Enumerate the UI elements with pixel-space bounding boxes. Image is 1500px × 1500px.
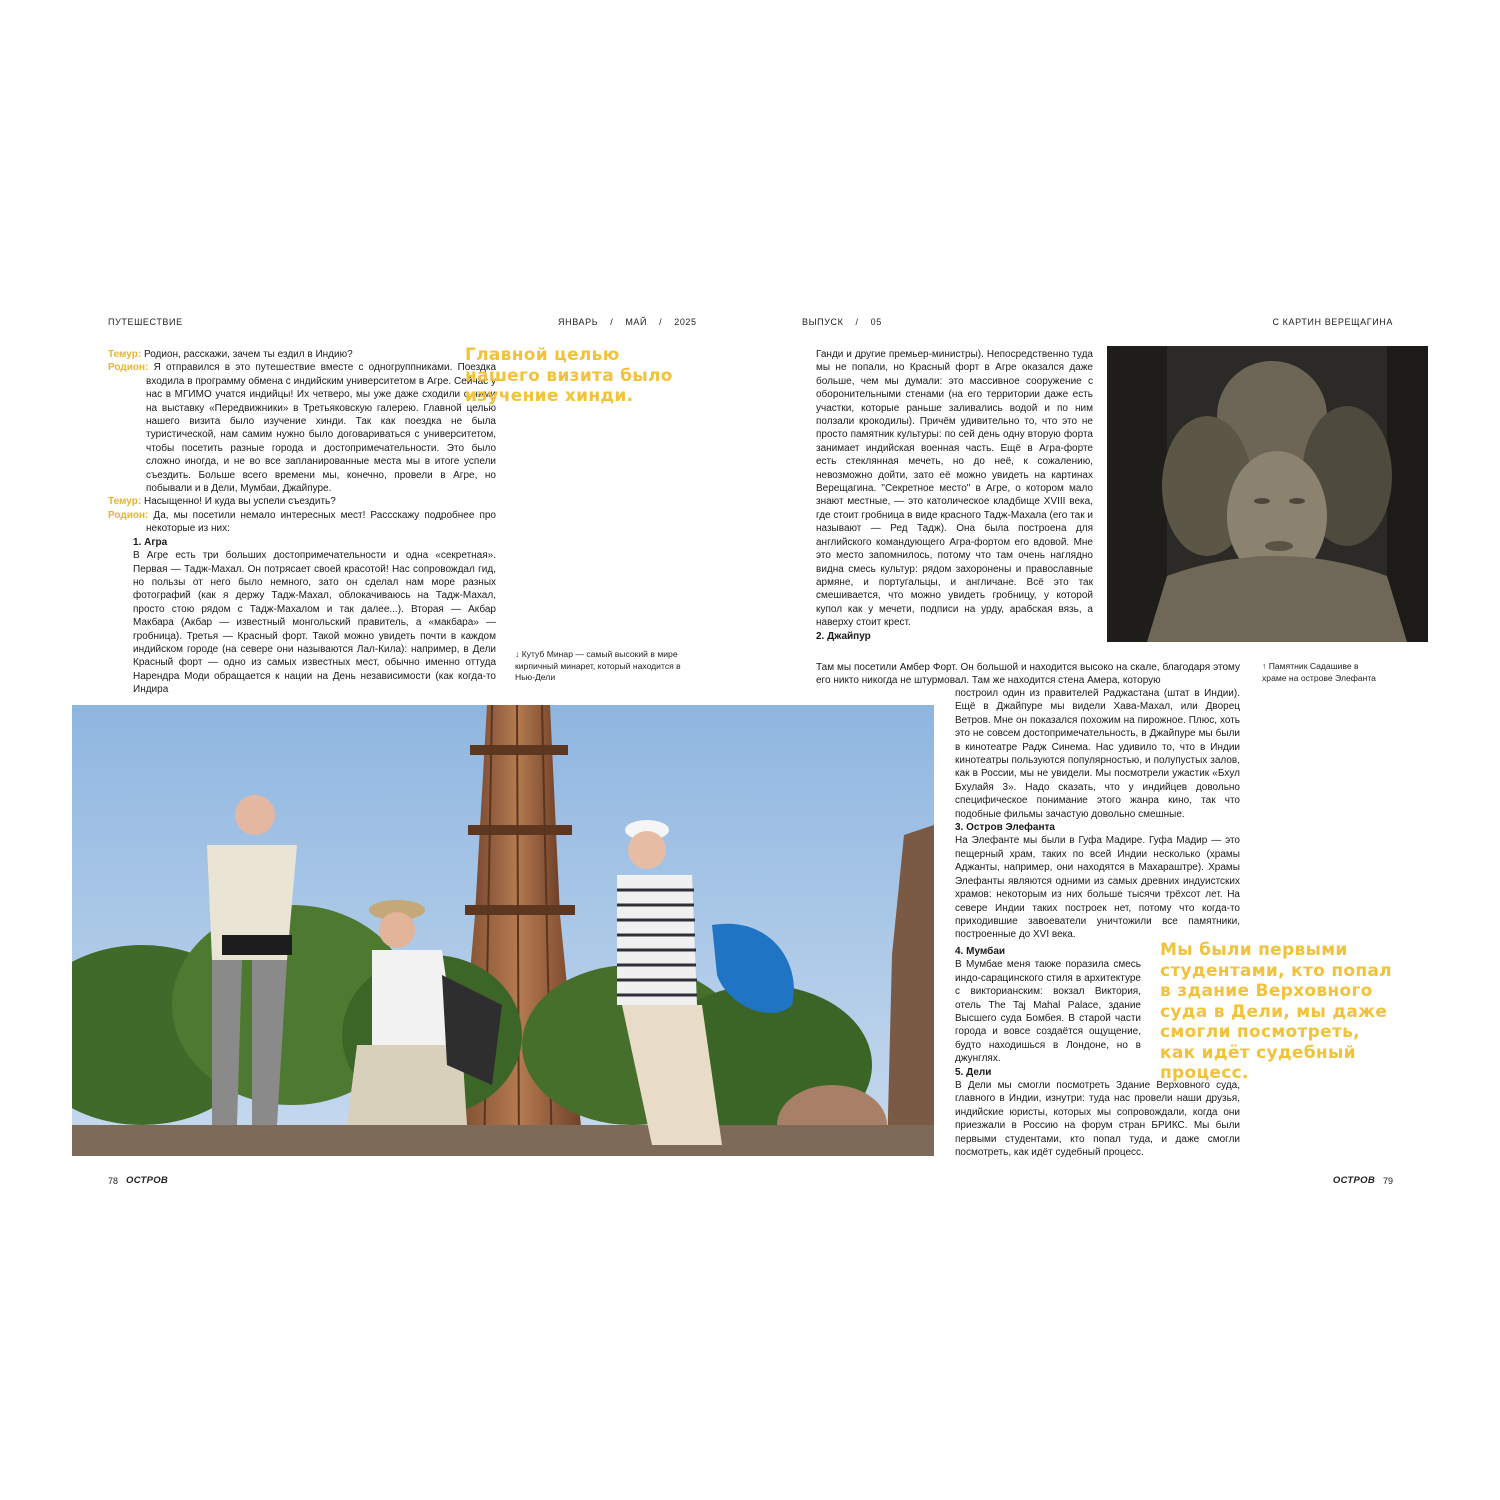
footer-right xyxy=(1333,1175,1393,1186)
section-text: Ганди и другие премьер-министры). Непосредственно туда мы не попали, но Красный форт в Агре оказался даже больше, чем мы думали: это массивное сооружение с оборонительными стенами (на его территории даже есть участки, которые раньше заливались водой и по ним ползали крокодилы). Причём удивительно то, что это не просто памятник культуры: по сей день одну вторую форта занимает индийская военная часть. Ещё в Агра-форте есть стеклянная мечеть, но до неё, к сожалению, невозможно дойти, зато её можно увидеть на картинах Верещагина. "Секретное место" в Агре, о котором мало знают местные, — это католическое кладбище XVIII века, где стоит гробница в виде красного Тадж-Махала (его так и называют — Ред Тадж). Она была построена для английского командующего Агра-фортом его вдовой. Мне это место запомнилось, потому что там очень наглядно видна смесь культур: рядом захоронены и православные армяне, и португальцы, и англичане. Всё это так смешивается, что можно увидеть гробницу, у которой купол как у мечети, подписи на урду, арабская вязь, а наверху стоит крест. xyxy=(816,349,1093,629)
pull-quote: Мы были первыми студентами, кто попал в здание Верховного суда в Дели, мы даже смогли посмотреть, как идёт судебный процесс. xyxy=(1160,940,1392,1083)
main-photo xyxy=(72,705,934,1156)
section-title: 5. Дели xyxy=(955,1066,992,1078)
footer-left xyxy=(108,1175,168,1186)
dialogue-line: Родион: Да, мы посетили немало интересных мест! Рассскажу подробнее про некоторые из них: xyxy=(108,509,496,535)
qutub-minar-photo xyxy=(72,705,934,1156)
issue-number: 05 xyxy=(870,317,882,327)
photo-caption: ↓ Кутуб Минар — самый высокий в мире кирпичный минарет, который находится в Нью-Дели xyxy=(515,649,681,682)
arrow-down-icon: ↓ xyxy=(515,649,520,659)
page-number: 79 xyxy=(1382,1175,1393,1186)
photo-caption: ↑ Памятник Садашиве в храме на острове Элефанта xyxy=(1262,661,1376,683)
right-text-column xyxy=(816,348,1093,643)
arrow-up-icon: ↑ xyxy=(1262,661,1267,671)
section-text: В Дели мы смогли посмотреть Здание Верховного суда, главного в Индии, изнутри: туда нас провели наши друзья, индийские юристы, которых мы сопровождали, когда они приезжали в Россию на форум стран БРИКС. Мы были первыми студентами, кто попал туда, и даже смогли посмотреть, как идёт судебный процесс. xyxy=(955,1080,1240,1159)
month-from: ЯНВАРЬ xyxy=(558,317,599,327)
section-label: ПУТЕШЕСТВИЕ xyxy=(108,317,183,327)
section-text: В Агре есть три больших достопримечательности и одна «секретная». Первая — Тадж-Махал. Он потрясает своей красотой! Нас сопровождал гид, но пользы от него было немного, зато он сделал нам море разных фотографий (как я держу Тадж-Махал, облокачиваюсь на Тадж-Махал, просто стою рядом с Тадж-Махалом и так далее...). Вторая — Акбар Макбара (Акбар — известный монгольский правитель, а «макбара» — гробница). Третья — Красный форт. Такой можно увидеть почти в каждом индийском городе (на севере они называются Лал-Кила): например, в Дели Красный форт — одно из самых известных мест, обычно именно оттуда Нарендра Моди обращается к нации на День независимости (как когда-то Индира xyxy=(133,550,496,696)
left-text-column xyxy=(108,348,496,697)
mumbai-column xyxy=(955,945,1141,1079)
right-lower-column xyxy=(955,687,1240,942)
section-text: построил один из правителей Раджастана (штат в Индии). Ещё в Джайпуре мы видели Хава-Махал, или Дворец Ветров. Мне он показался похожим на пирожное. Плюс, хоть это не совсем достопримечательность, в Джайпуре мы были в кинотеатре Радж Синема. Нас удивило то, что в Индии кинотеатры пользуются популярностью, и полупустых залов, как в России, мы не увидели. Мы посмотрели ужастик «Бхул Бхулайя 3». Надо сказать, что у индийцев довольно специфическое понимание этого жанра кино, так что подобные фильмы зачастую довольно смешные. xyxy=(955,688,1240,820)
magazine-logo: ОСТРОВ xyxy=(1332,1175,1375,1186)
sadashiva-photo xyxy=(1107,346,1428,642)
delhi-column xyxy=(955,1079,1240,1159)
slash: / xyxy=(659,317,663,327)
article-title: С КАРТИН ВЕРЕЩАГИНА xyxy=(1272,317,1393,327)
sculpture-photo xyxy=(1107,346,1428,642)
jaipur-text-a: Там мы посетили Амбер Форт. Он большой и находится высоко на скале, благодаря этому его никто никогда не штурмовал. Там же находится стена Амера, которую xyxy=(816,662,1240,687)
magazine-logo: ОСТРОВ xyxy=(126,1175,169,1186)
issue-label: ВЫПУСК xyxy=(802,317,844,327)
year: 2025 xyxy=(674,317,697,327)
section-title: 3. Остров Элефанта xyxy=(955,822,1055,834)
section-title: 1. Агра xyxy=(133,536,168,548)
section-text: В Мумбаe меня также поразила смесь индо-сарацинского стиля в архитектуре с викторианским: вокзал Виктория, отель The Taj Mahal Palace, здание Высшего суда Бомбея. В старой части города и вовсе создаётся ощущение, будто находишься в Лондоне, но в джунглях. xyxy=(955,959,1141,1065)
month-to: МАЙ xyxy=(625,317,648,327)
slash: / xyxy=(855,317,859,327)
issue-info xyxy=(802,317,882,327)
section-title: 4. Мумбаи xyxy=(955,946,1006,957)
dialogue-line: Родион: Я отправился в это путешествие вместе с одногруппниками. Поездка входила в программу обмена с индийским университетом в Агре. Сейчас у нас в МГИМО учатся индийцы! Их четверо, мы уже даже сходили с ними на выставку «Передвижники» в Третьяковскую галерею. Главной целью нашего визита было изучение хинди. Так как поездка не была туристической, нам самим нужно было договариваться с университетом, чтобы посетить разные города и достопримечательности. Это было сложно иногда, и не во все запланированные места мы в итоге успели съездить. Больше всего времени мы, конечно, провели в Агре, но побывали и в Дели, Мумбаи, Джайпуре. xyxy=(108,362,497,495)
section-text: На Элефанте мы были в Гуфа Мадире. Гуфа Мадир — это пещерный храм, таких по всей Индии несколько (храмы Аджанты, например, они находятся в Махараштре). Храмы Элефанты являются одними из самых древних индуистских храмов: некоторым из них больше тысячи трёхсот лет. На севере Индии таких построек нет, потому что когда-то приходившие завоеватели уничтожили все памятники, построенные до XVI века. xyxy=(955,835,1240,941)
page-number: 78 xyxy=(108,1175,119,1186)
dialogue-line: Темур: Родион, расскажи, зачем ты ездил в Индию? xyxy=(108,349,353,360)
issue-date xyxy=(558,317,697,327)
section-title: 2. Джайпур xyxy=(816,630,871,642)
dialogue-line: Темур: Насыщенно! И куда вы успели съездить? xyxy=(108,496,336,508)
pull-quote: Главной целью нашего визита было изучение хинди. xyxy=(465,345,673,406)
slash: / xyxy=(610,317,614,327)
